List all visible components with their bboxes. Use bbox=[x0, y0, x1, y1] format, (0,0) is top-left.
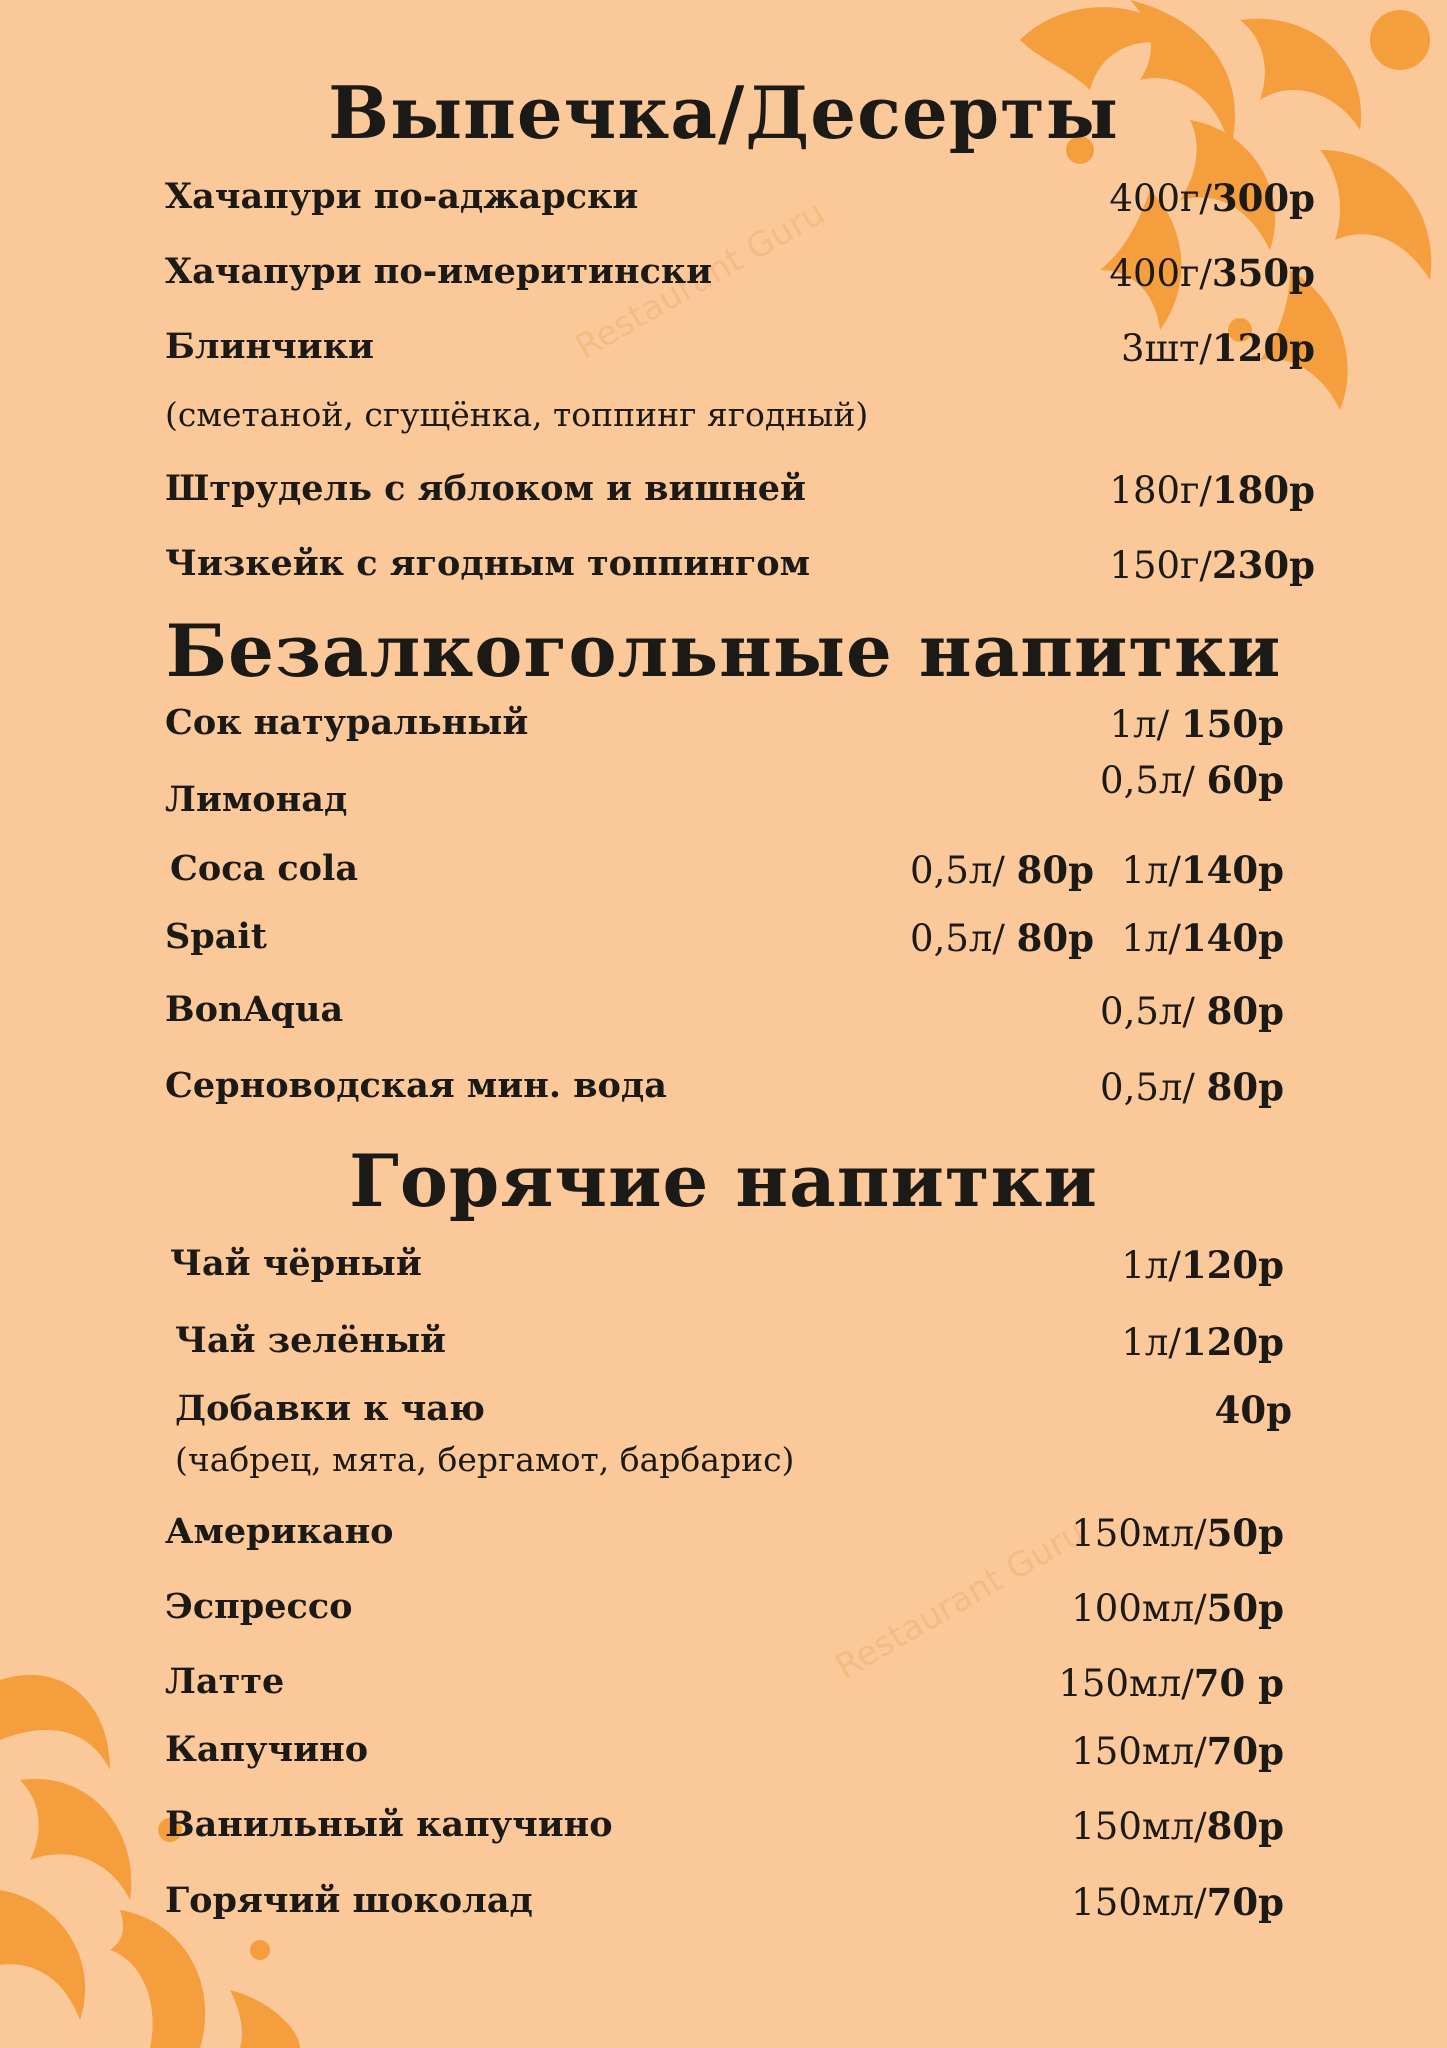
item-price: 150г/230р bbox=[1109, 543, 1315, 587]
item-price: 180г/180р bbox=[1109, 468, 1315, 512]
menu-item bbox=[0, 1511, 1447, 1561]
menu-item bbox=[0, 779, 1447, 829]
item-name: Хачапури по-имеритински bbox=[165, 251, 713, 292]
menu-item bbox=[0, 989, 1447, 1039]
item-price: 100мл/50р bbox=[1071, 1586, 1284, 1630]
item-name: Чай чёрный bbox=[170, 1243, 422, 1284]
item-name: Американо bbox=[165, 1511, 394, 1552]
menu-item bbox=[0, 543, 1447, 593]
item-name: Горячий шоколад bbox=[165, 1880, 533, 1921]
item-name: Латте bbox=[165, 1661, 285, 1702]
item-name: Хачапури по-аджарски bbox=[165, 176, 639, 217]
item-name: Лимонад bbox=[165, 779, 348, 820]
section-title-desserts: Выпечка/Десерты bbox=[328, 70, 1119, 155]
item-price: 150мл/70р bbox=[1071, 1880, 1284, 1924]
item-name: Ванильный капучино bbox=[165, 1804, 613, 1845]
item-name: Spait bbox=[165, 916, 267, 957]
floral-ornament-bottom-left bbox=[0, 1660, 330, 2048]
menu-item bbox=[0, 251, 1447, 301]
item-price-small: 0,5л/ 80р bbox=[910, 916, 1094, 960]
menu-item bbox=[0, 1243, 1447, 1293]
item-price: 3шт/120р bbox=[1121, 326, 1315, 370]
item-price-large: 1л/140р bbox=[1121, 916, 1284, 960]
menu-item bbox=[0, 326, 1447, 376]
item-price: 1л/ 150р bbox=[1109, 702, 1284, 746]
menu-item bbox=[0, 1729, 1447, 1779]
item-name: Эспрессо bbox=[165, 1586, 353, 1627]
item-price: 400г/300р bbox=[1109, 176, 1315, 220]
item-price-large: 1л/140р bbox=[1121, 848, 1284, 892]
item-name: Капучино bbox=[165, 1729, 369, 1770]
section-title-soft-drinks: Безалкогольные напитки bbox=[165, 608, 1282, 693]
item-price: 0,5л/ 60р bbox=[1100, 758, 1284, 802]
menu-item bbox=[0, 468, 1447, 518]
item-name: Чай зелёный bbox=[175, 1320, 446, 1361]
item-price: 1л/120р bbox=[1121, 1243, 1284, 1287]
item-price: 400г/350р bbox=[1109, 251, 1315, 295]
item-name: Блинчики bbox=[165, 326, 374, 367]
menu-item bbox=[0, 702, 1447, 752]
watermark-text: Restaurant Guru bbox=[828, 1512, 1092, 1688]
item-price-small: 0,5л/ 80р bbox=[910, 848, 1094, 892]
menu-item bbox=[0, 1661, 1447, 1711]
item-price: 0,5л/ 80р bbox=[1100, 1065, 1284, 1109]
menu-item bbox=[0, 176, 1447, 226]
item-price: 150мл/70 р bbox=[1058, 1661, 1284, 1705]
menu-item bbox=[0, 916, 1447, 966]
item-price: 150мл/70р bbox=[1071, 1729, 1284, 1773]
item-name: Серноводская мин. вода bbox=[165, 1065, 667, 1106]
item-name: Сок натуральный bbox=[165, 702, 529, 743]
menu-item bbox=[0, 1586, 1447, 1636]
item-name: Coca cola bbox=[170, 848, 359, 889]
item-price: 0,5л/ 80р bbox=[1100, 989, 1284, 1033]
item-note: (чабрец, мята, бергамот, барбарис) bbox=[175, 1440, 795, 1479]
item-name: Добавки к чаю bbox=[175, 1388, 485, 1429]
item-name: BonAqua bbox=[165, 989, 344, 1030]
item-name: Чизкейк с ягодным топпингом bbox=[165, 543, 811, 584]
item-price: 1л/120р bbox=[1121, 1320, 1284, 1364]
menu-item bbox=[0, 1880, 1447, 1930]
item-note: (сметаной, сгущёнка, топпинг ягодный) bbox=[165, 395, 869, 434]
menu-item bbox=[0, 848, 1447, 898]
menu-item bbox=[0, 1065, 1447, 1115]
menu-item bbox=[0, 1320, 1447, 1370]
item-price: 150мл/80р bbox=[1071, 1804, 1284, 1848]
watermark-text: Restaurant Guru bbox=[568, 192, 832, 368]
menu-item bbox=[0, 1804, 1447, 1854]
menu-item bbox=[0, 1388, 1447, 1438]
item-name: Штрудель с яблоком и вишней bbox=[165, 468, 806, 509]
item-price: 150мл/50р bbox=[1071, 1511, 1284, 1555]
item-price: 40р bbox=[1214, 1388, 1292, 1432]
section-title-hot-drinks: Горячие напитки bbox=[349, 1138, 1098, 1223]
